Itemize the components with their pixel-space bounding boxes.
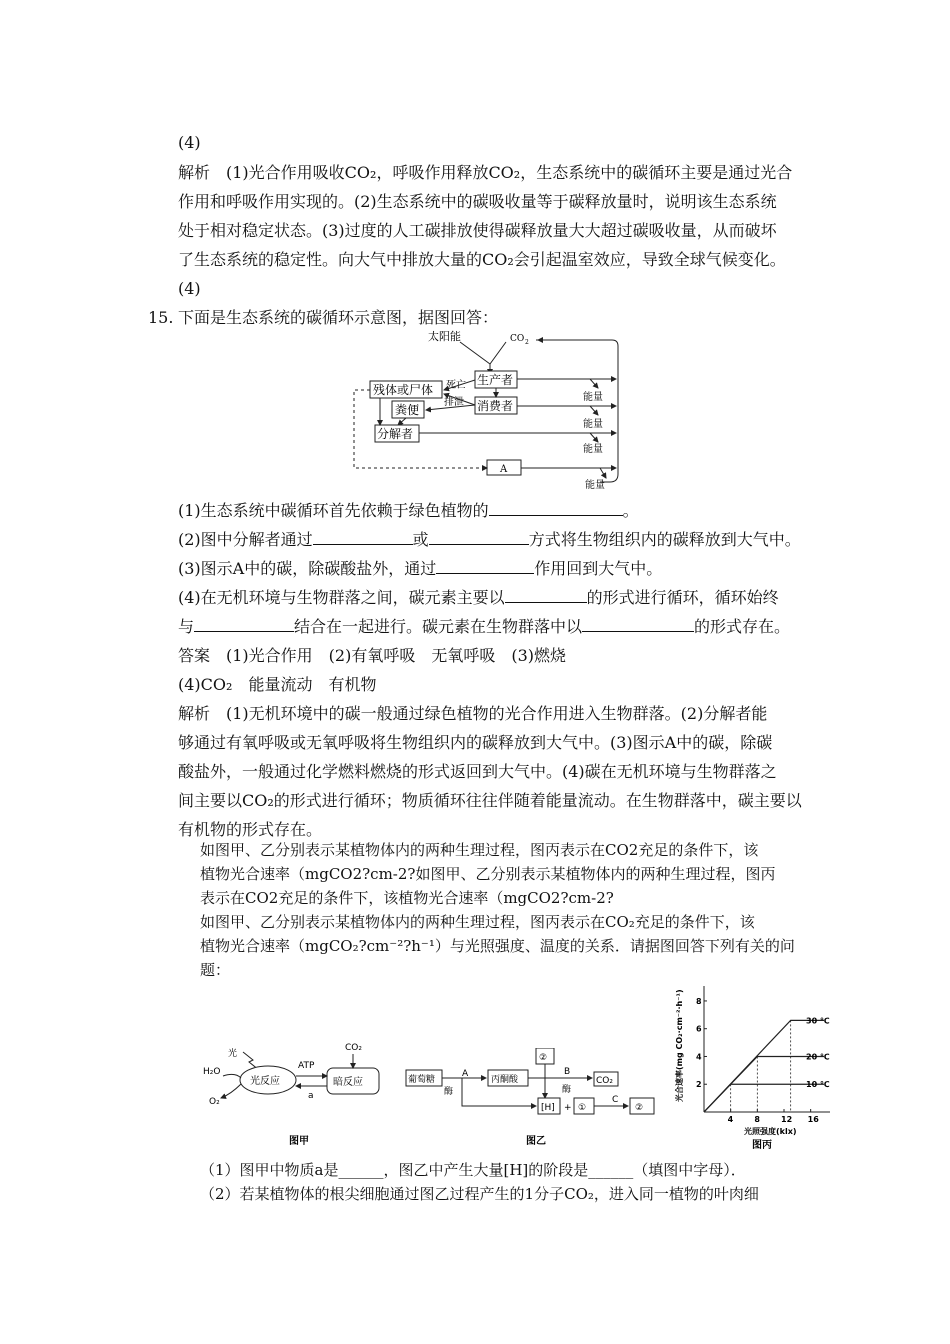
question-text: 题： <box>200 961 231 979</box>
analysis-line: 有机物的形式存在。 <box>178 820 323 839</box>
nadh-box: [H] <box>541 1103 555 1113</box>
co2-box: CO₂ <box>596 1076 613 1086</box>
analysis-line: 间主要以CO₂的形式进行循环；物质循环往往伴随着能量流动。在生物群落中，碳主要以 <box>178 791 802 810</box>
light-label: 光 <box>228 1049 238 1059</box>
consumer-box: 消费者 <box>477 399 514 413</box>
question-part-1: (1)生态系统中碳循环首先依赖于绿色植物的 。 <box>178 501 639 520</box>
h2o-label: H₂O <box>203 1067 221 1077</box>
series-label: 10 ℃ <box>806 1080 830 1090</box>
substance-2: ② <box>539 1053 548 1063</box>
figure-yi <box>402 1048 670 1148</box>
death-label: 死亡 <box>446 380 466 391</box>
stage-a-label: A <box>462 1069 469 1079</box>
energy-label: 能量 <box>583 419 603 430</box>
glucose-box: 葡萄糖 <box>408 1075 436 1085</box>
producer-box: 生产者 <box>477 373 514 387</box>
feces-box: 粪便 <box>395 403 420 417</box>
answer-blank[interactable] <box>489 501 623 516</box>
a-box: A <box>500 464 508 475</box>
figure-caption: 图丙 <box>752 1140 772 1150</box>
y-tick-label: 6 <box>696 1024 702 1034</box>
question-text: 如图甲、乙分别表示某植物体内的两种生理过程，图丙表示在CO2充足的条件下，该 <box>200 841 759 859</box>
question-part-3: (3)图示A中的碳，除碳酸盐外，通过 作用回到大气中。 <box>178 559 663 578</box>
y-tick-label: 2 <box>696 1080 702 1090</box>
sun-energy-label: 太阳能 <box>428 330 461 343</box>
series-line <box>704 1020 824 1112</box>
plus-sign: + <box>564 1103 572 1113</box>
enzyme-label: 酶 <box>562 1085 572 1095</box>
figure-caption: 图甲 <box>289 1136 309 1147</box>
analysis-line: 了生态系统的稳定性。向大气中排放大量的CO₂会引起温室效应，导致全球气候变化。 <box>178 250 786 269</box>
substance-1: ① <box>578 1103 587 1113</box>
y-tick-label: 4 <box>696 1052 702 1062</box>
answer-blank[interactable] <box>429 530 529 545</box>
decomposer-box: 分解者 <box>377 427 414 441</box>
question-text: 植物光合速率（mgCO2?cm-2?如图甲、乙分别表示某植物体内的两种生理过程，图丙 <box>200 865 776 883</box>
answer-blank[interactable] <box>313 530 413 545</box>
x-tick-label: 8 <box>754 1115 760 1124</box>
substance-2: ② <box>635 1103 644 1113</box>
energy-label: 能量 <box>585 480 605 491</box>
answer-line: 答案 (1)光合作用 (2)有氧呼吸 无氧呼吸 (3)燃烧 <box>178 646 566 665</box>
stage-b-label: B <box>564 1067 571 1077</box>
answer-label-4: (4) <box>178 279 201 298</box>
co2-label: CO₂ <box>345 1043 362 1053</box>
answer-blank[interactable] <box>582 617 694 632</box>
carbon-cycle-diagram <box>340 326 640 496</box>
x-tick-label: 4 <box>727 1115 734 1124</box>
excretion-label: 排泄 <box>444 397 464 408</box>
analysis-line: 够通过有氧呼吸或无氧呼吸将生物组织内的碳释放到大气中。(3)图示A中的碳，除碳 <box>178 733 773 752</box>
y-axis-label: 光合速率(mg CO₂·cm⁻²·h⁻¹) <box>675 989 684 1102</box>
analysis-line: 作用和呼吸作用实现的。(2)生态系统中的碳吸收量等于碳释放量时，说明该生态系统 <box>178 192 777 211</box>
energy-label: 能量 <box>583 444 603 455</box>
co2-label: CO <box>510 334 525 344</box>
sub-question-2: （2）若某植物体的根尖细胞通过图乙过程产生的1分子CO₂，进入同一植物的叶肉细 <box>200 1185 759 1203</box>
question-part-4: (4)在无机环境与生物群落之间，碳元素主要以 的形式进行循环，循环始终 <box>178 588 779 607</box>
answer-blank[interactable] <box>436 559 534 574</box>
a-label: a <box>308 1091 314 1101</box>
answer-blank[interactable] <box>194 617 294 632</box>
pyruvate-box: 丙酮酸 <box>491 1075 519 1085</box>
x-tick-label: 16 <box>807 1115 819 1124</box>
series-label: 20 ℃ <box>806 1052 830 1062</box>
sub-question-1: （1）图甲中物质a是______，图乙中产生大量[H]的阶段是______（填图中字母）． <box>200 1161 746 1179</box>
o2-label: O₂ <box>209 1097 220 1107</box>
x-tick-label: 12 <box>781 1115 793 1124</box>
question-part-4-cont: 与 结合在一起进行。碳元素在生物群落中以 的形式存在。 <box>178 617 791 636</box>
y-tick-label: 8 <box>696 996 702 1006</box>
stage-c-label: C <box>612 1095 619 1105</box>
co2-subscript: 2 <box>525 339 529 346</box>
question-text: 植物光合速率（mgCO₂?cm⁻²?h⁻¹）与光照强度、温度的关系．请据图回答下列有关的问 <box>200 937 795 955</box>
question-stem: 下面是生态系统的碳循环示意图，据图回答： <box>178 308 499 327</box>
question-text: 如图甲、乙分别表示某植物体内的两种生理过程，图丙表示在CO₂充足的条件下，该 <box>200 913 755 931</box>
energy-label: 能量 <box>583 392 603 403</box>
dark-reaction-label: 暗反应 <box>333 1077 363 1088</box>
series-label: 30 ℃ <box>806 1016 830 1026</box>
figure-bing-chart <box>668 982 848 1150</box>
question-text: 表示在CO2充足的条件下，该植物光合速率（mgCO2?cm-2? <box>200 889 614 907</box>
question-part-2: (2)图中分解者通过 或 方式将生物组织内的碳释放到大气中。 <box>178 530 801 549</box>
analysis-line: 解析 (1)无机环境中的碳一般通过绿色植物的光合作用进入生物群落。(2)分解者能 <box>178 704 768 723</box>
remains-box: 残体或尸体 <box>373 383 434 397</box>
figure-jia <box>195 1038 390 1148</box>
analysis-line: 酸盐外，一般通过化学燃料燃烧的形式返回到大气中。(4)碳在无机环境与生物群落之 <box>178 762 777 781</box>
analysis-line: 解析 (1)光合作用吸收CO₂，呼吸作用释放CO₂，生态系统中的碳循环主要是通过光合 <box>178 163 793 182</box>
answer-line: (4)CO₂ 能量流动 有机物 <box>178 675 377 694</box>
answer-label-4: (4) <box>178 133 201 152</box>
figure-caption: 图乙 <box>526 1136 546 1147</box>
atp-label: ATP <box>298 1061 315 1071</box>
x-axis-label: 光照强度(klx) <box>744 1127 797 1136</box>
enzyme-label: 酶 <box>444 1087 454 1097</box>
analysis-line: 处于相对稳定状态。(3)过度的人工碳排放使得碳释放量大大超过碳吸收量，从而破坏 <box>178 221 777 240</box>
answer-blank[interactable] <box>505 588 587 603</box>
question-number: 15. <box>148 308 174 327</box>
light-reaction-label: 光反应 <box>250 1076 280 1087</box>
